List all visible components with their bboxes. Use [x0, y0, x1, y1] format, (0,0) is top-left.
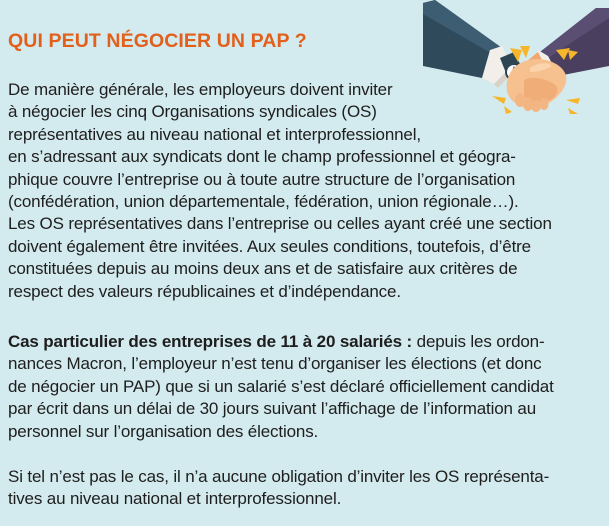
- bold-lead: Cas particulier des entreprises de 11 à 20 salariés :: [8, 332, 413, 351]
- text-line: constituées depuis au moins deux ans et de satisfaire aux critères de: [8, 259, 518, 279]
- text-line: Les OS représentatives dans l’entreprise ou celles ayant créé une section: [8, 214, 552, 234]
- text-line: personnel sur l’organisation des élections.: [8, 421, 319, 441]
- text-line: Si tel n’est pas le cas, il n’a aucune obligation d’inviter les OS représenta-: [8, 467, 550, 486]
- text-line: De manière générale, les employeurs doivent inviter: [8, 80, 393, 99]
- paragraph-otherwise: [8, 466, 549, 511]
- text-line: (confédération, union départementale, fédération, union régionale…).: [8, 192, 519, 212]
- text-line: représentatives au niveau national et interprofessionnel,: [8, 124, 421, 144]
- paragraph-general: [8, 79, 552, 303]
- text-line: nances Macron, l’employeur n’est tenu d’organiser les élections (et donc: [8, 354, 542, 374]
- paragraph-special-case: [8, 331, 554, 443]
- text-line: de négocier un PAP) que si un salarié s’est déclaré officiellement candidat: [8, 376, 554, 396]
- text-line: respect des valeurs républicaines et d’indépendance.: [8, 281, 401, 301]
- text-line: doivent également être invitées. Aux seules conditions, toutefois, d’être: [8, 236, 531, 256]
- text-line: tives au niveau national et interprofessionnel.: [8, 489, 342, 509]
- text-line-lead: [8, 331, 554, 353]
- box-title: QUI PEUT NÉGOCIER UN PAP ?: [8, 30, 307, 52]
- text-line: à négocier les cinq Organisations syndicales (OS): [8, 102, 377, 122]
- text-line: par écrit dans un délai de 30 jours suivant l’affichage de l’information au: [8, 399, 537, 419]
- text-line: phique couvre l’entreprise ou à toute autre structure de l’organisation: [8, 169, 516, 189]
- text-line: en s’adressant aux syndicats dont le champ professionnel et géogra-: [8, 147, 516, 167]
- lead-rest: depuis les ordon-: [412, 332, 545, 351]
